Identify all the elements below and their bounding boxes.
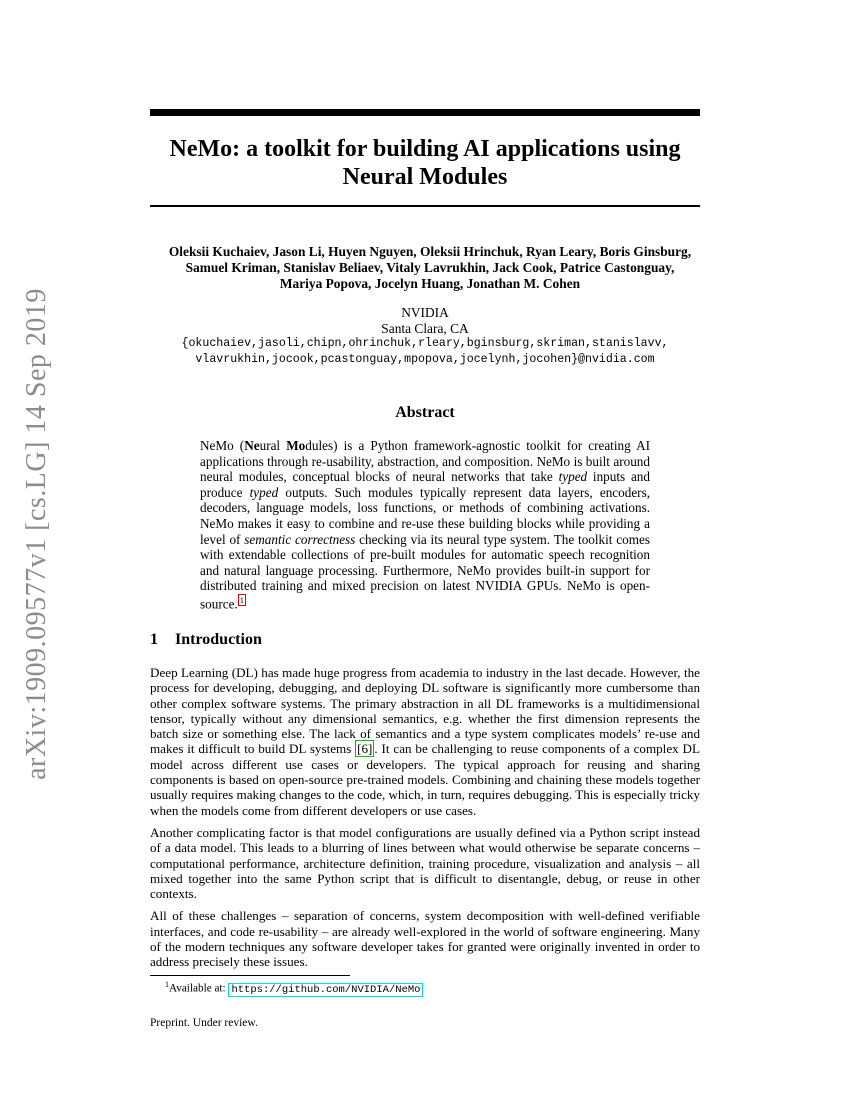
abstract-run: dules) is a Python framework-agnostic toolkit for creating AI applications through re-usability, abstraction, and composition. NeMo is built around neural modules, conceptual blocks of neural networks that take: [200, 438, 650, 485]
citation-link[interactable]: [6]: [357, 741, 373, 757]
abstract-text: [200, 438, 650, 612]
abstract-italic-typed: typed: [558, 469, 588, 485]
abstract-run: checking via its neural type system. The toolkit comes with extendable collections of pre-built modules for automatic speech recognition and natural language processing. Furthermore, NeMo provides built-in support for distributed training and mixed precision on latest NVIDIA GPUs. NeMo is open-source.: [200, 531, 650, 612]
affiliation-location: Santa Clara, CA: [381, 320, 469, 336]
abstract-run: inputs and produce: [200, 469, 650, 500]
abstract-run: outputs. Such modules typically represent data layers, encoders, decoders, language models, loss functions, or methods of combining activations. NeMo makes it easy to combine and re-use these building blocks while providing a level of: [200, 484, 651, 547]
authors-line-1: Oleksii Kuchaiev, Jason Li, Huyen Nguyen, Oleksii Hrinchuk, Ryan Leary, Boris Ginsburg,: [168, 244, 692, 259]
title-line-2: Neural Modules: [342, 164, 508, 190]
abstract-italic-typed: typed: [249, 484, 279, 500]
author-list: [150, 244, 710, 292]
section-number: 1: [150, 631, 158, 648]
section-title: Introduction: [175, 631, 262, 648]
footnote-link[interactable]: 1: [239, 594, 244, 605]
paragraph-2: Another complicating factor is that model configurations are usually defined via a Python script instead of a data model. This leads to a blurring of lines between what would otherwise be separate concerns – computational performance, architecture definition, training procedure, visualization and analysis – all mixed together into the same Python script that is difficult to disentangle, debug, or reuse in other contexts.: [150, 824, 700, 902]
abstract-bold-mo: Mo: [286, 438, 306, 453]
title-line-1: NeMo: a toolkit for building AI applications using: [169, 136, 681, 162]
paragraph-run: Deep Learning (DL) has made huge progress from academia to industry in the last decade. However, the process for developing, debugging, and deploying DL software is significantly more cumbersome than other complex software systems. The primary abstraction in all DL frameworks is a multidimensional tensor, typically without any dimensional semantics, e.g. whether the first dimension represents the batch size or something else. The lack of semantics and a type system complicates models’ re-use and makes it difficult to build DL systems: [150, 665, 700, 757]
paper-title: [150, 135, 700, 191]
title-rule-bottom: [150, 205, 700, 207]
emails-line-2: vlavrukhin,jocook,pcastonguay,mpopova,jocelynh,jocohen}@nvidia.com: [195, 352, 655, 366]
abstract-heading: Abstract: [395, 404, 455, 421]
affiliation: [150, 305, 700, 367]
title-rule-top: [150, 109, 700, 116]
authors-line-2: Samuel Kriman, Stanislav Beliaev, Vitaly Lavrukhin, Jack Cook, Patrice Castonguay,: [185, 260, 675, 275]
section-heading-introduction: [150, 631, 262, 649]
abstract-run: ural: [259, 438, 287, 453]
abstract-italic-semantic: semantic correctness: [244, 531, 356, 547]
affiliation-org: NVIDIA: [401, 305, 449, 320]
arxiv-stamp: [12, 288, 62, 780]
footnote: [165, 978, 423, 997]
abstract-bold-ne: Ne: [244, 438, 260, 453]
footnote-rule: [150, 975, 350, 976]
preprint-notice: Preprint. Under review.: [150, 1017, 258, 1029]
footnote-text: Available at:: [169, 982, 229, 995]
abstract-run: NeMo (: [200, 438, 245, 453]
repo-url-link[interactable]: https://github.com/NVIDIA/NeMo: [228, 983, 423, 997]
introduction-body: [150, 665, 700, 977]
footnote-number: 1: [165, 980, 169, 989]
paragraph-1: [150, 665, 700, 818]
arxiv-stamp-text: arXiv:1909.09577v1 [cs.LG] 14 Sep 2019: [21, 288, 52, 780]
authors-line-3: Mariya Popova, Jocelyn Huang, Jonathan M. Cohen: [279, 276, 581, 291]
paragraph-3: All of these challenges – separation of concerns, system decomposition with well-defined verifiable interfaces, and code re-usability – are already well-explored in the world of software engineering. Many of the modern techniques any software developer takes for granted were originally invented in order to address precisely these issues.: [150, 908, 700, 970]
paragraph-run: . It can be challenging to reuse components of a complex DL model across different use cases or developers. The typical approach for reusing and sharing components is based on open-source pre-trained models. Combining and chaining these models together usually requires making changes to the code, which, in turn, requires debugging. This is especially tricky when the models come from different developers or use cases.: [150, 741, 700, 818]
emails-line-1: {okuchaiev,jasoli,chipn,ohrinchuk,rleary,bginsburg,skriman,stanislavv,: [181, 337, 669, 350]
